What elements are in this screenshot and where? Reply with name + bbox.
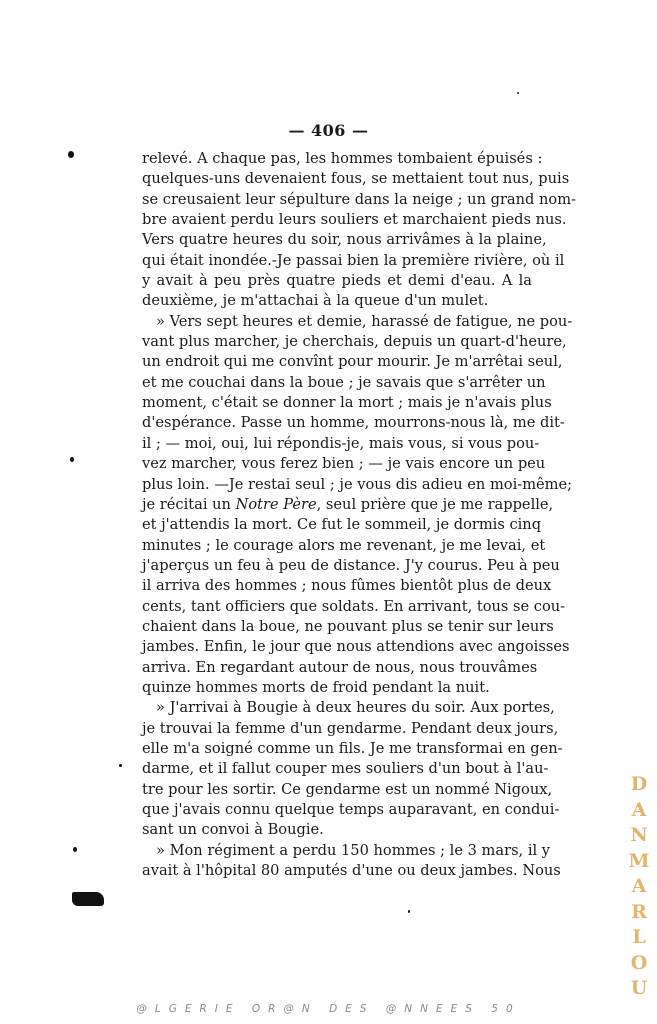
- text-line: et me couchai dans la boue ; je savais que s'arrêter un: [142, 373, 546, 391]
- text-line: un endroit qui me convînt pour mourir. Je m'arrêtai seul,: [142, 353, 563, 371]
- margin-dot: [119, 764, 122, 767]
- watermark-letter: O: [630, 951, 648, 974]
- text-line: quinze hommes morts de froid pendant la nuit.: [142, 678, 490, 696]
- text-line: qui était inondée.-Je passai bien la première rivière, où il: [142, 251, 565, 269]
- page-number: — 406 —: [288, 121, 369, 140]
- text-line: que j'avais connu quelque temps auparavant, en condui-: [142, 801, 560, 818]
- text-line: je trouvai la femme d'un gendarme. Pendant deux jours,: [142, 719, 559, 737]
- margin-dot: [517, 92, 519, 94]
- text-line: quelques-uns devenaient fous, se mettaient tout nus, puis: [142, 170, 570, 188]
- watermark-letter: A: [631, 798, 647, 821]
- watermark-letter: N: [630, 824, 648, 846]
- text-line: » Vers sept heures et demie, harassé de fatigue, ne pou-: [156, 312, 573, 330]
- italic-title: Notre Père: [235, 495, 317, 513]
- footer-watermark: @LGERIE OR@N DES @NNEES 50: [136, 1003, 521, 1015]
- watermark-letter: R: [631, 900, 647, 923]
- text-line: d'espérance. Passe un homme, mourrons-nous là, me dit-: [142, 414, 565, 432]
- margin-dot: [408, 910, 410, 913]
- text-line: » J'arrivai à Bougie à deux heures du soir. Aux portes,: [156, 699, 555, 717]
- text-line: tre pour les sortir. Ce gendarme est un nommé Nigoux,: [142, 780, 553, 798]
- text-line: deuxième, je m'attachai à la queue d'un mulet.: [142, 292, 489, 310]
- watermark-letter: U: [630, 977, 648, 999]
- text-line: chaient dans la boue, ne pouvant plus se tenir sur leurs: [142, 617, 554, 635]
- ink-smudge: [72, 892, 104, 906]
- text-line: sant un convoi à Bougie.: [142, 821, 324, 839]
- text-line: moment, c'était se donner la mort ; mais je n'avais plus: [142, 394, 552, 412]
- text-line: Vers quatre heures du soir, nous arrivâmes à la plaine,: [142, 231, 547, 249]
- text-line: vant plus marcher, je cherchais, depuis un quart-d'heure,: [142, 333, 567, 351]
- text-line: darme, et il fallut couper mes souliers d'un bout à l'au-: [142, 760, 549, 778]
- margin-dot: [73, 847, 77, 852]
- text-line: cents, tant officiers que soldats. En arrivant, tous se cou-: [142, 597, 566, 615]
- text-line: se creusaient leur sépulture dans la neige ; un grand nom-: [142, 190, 576, 208]
- text-line: elle m'a soigné comme un fils. Je me transformai en gen-: [142, 739, 563, 757]
- text-line: plus loin. —Je restai seul ; je vous dis adieu en moi-même;: [142, 475, 573, 493]
- watermark-letter: L: [632, 926, 646, 948]
- text-line: et j'attendis la mort. Ce fut le sommeil, je dormis cinq: [142, 516, 542, 534]
- watermark-letter: A: [631, 875, 647, 897]
- watermark-letter: M: [628, 849, 650, 872]
- text-line: bre avaient perdu leurs souliers et marchaient pieds nus.: [142, 211, 567, 229]
- text-line: j'aperçus un feu à peu de distance. J'y courus. Peu à peu: [142, 556, 560, 574]
- text-line: il ; — moi, oui, lui répondis-je, mais vous, si vous pou-: [142, 434, 540, 452]
- text-line: je récitai un Notre Père, seul prière que je me rappelle,: [142, 495, 554, 513]
- text-line: » Mon régiment a perdu 150 hommes ; le 3 mars, il y: [156, 841, 551, 859]
- text-line: relevé. A chaque pas, les hommes tombaient épuisés :: [142, 150, 543, 167]
- text-line: il arriva des hommes ; nous fûmes bientôt plus de deux: [142, 577, 552, 595]
- text-line: vez marcher, vous ferez bien ; — je vais encore un peu: [142, 455, 546, 473]
- text-line: avait à l'hôpital 80 amputés d'une ou deux jambes. Nous: [142, 862, 561, 880]
- body-text: [142, 149, 576, 881]
- text-line: minutes ; le courage alors me revenant, je me levai, et: [142, 536, 546, 554]
- text-line: jambes. Enfin, le jour que nous attendions avec angoisses: [142, 638, 570, 656]
- text-line: y avait à peu près quatre pieds et demi d'eau. A la: [142, 272, 532, 290]
- margin-dot: [68, 151, 74, 158]
- vertical-watermark: [627, 772, 651, 1002]
- margin-dot: [70, 457, 74, 462]
- text-line: arriva. En regardant autour de nous, nous trouvâmes: [142, 658, 538, 676]
- watermark-letter: D: [630, 773, 648, 795]
